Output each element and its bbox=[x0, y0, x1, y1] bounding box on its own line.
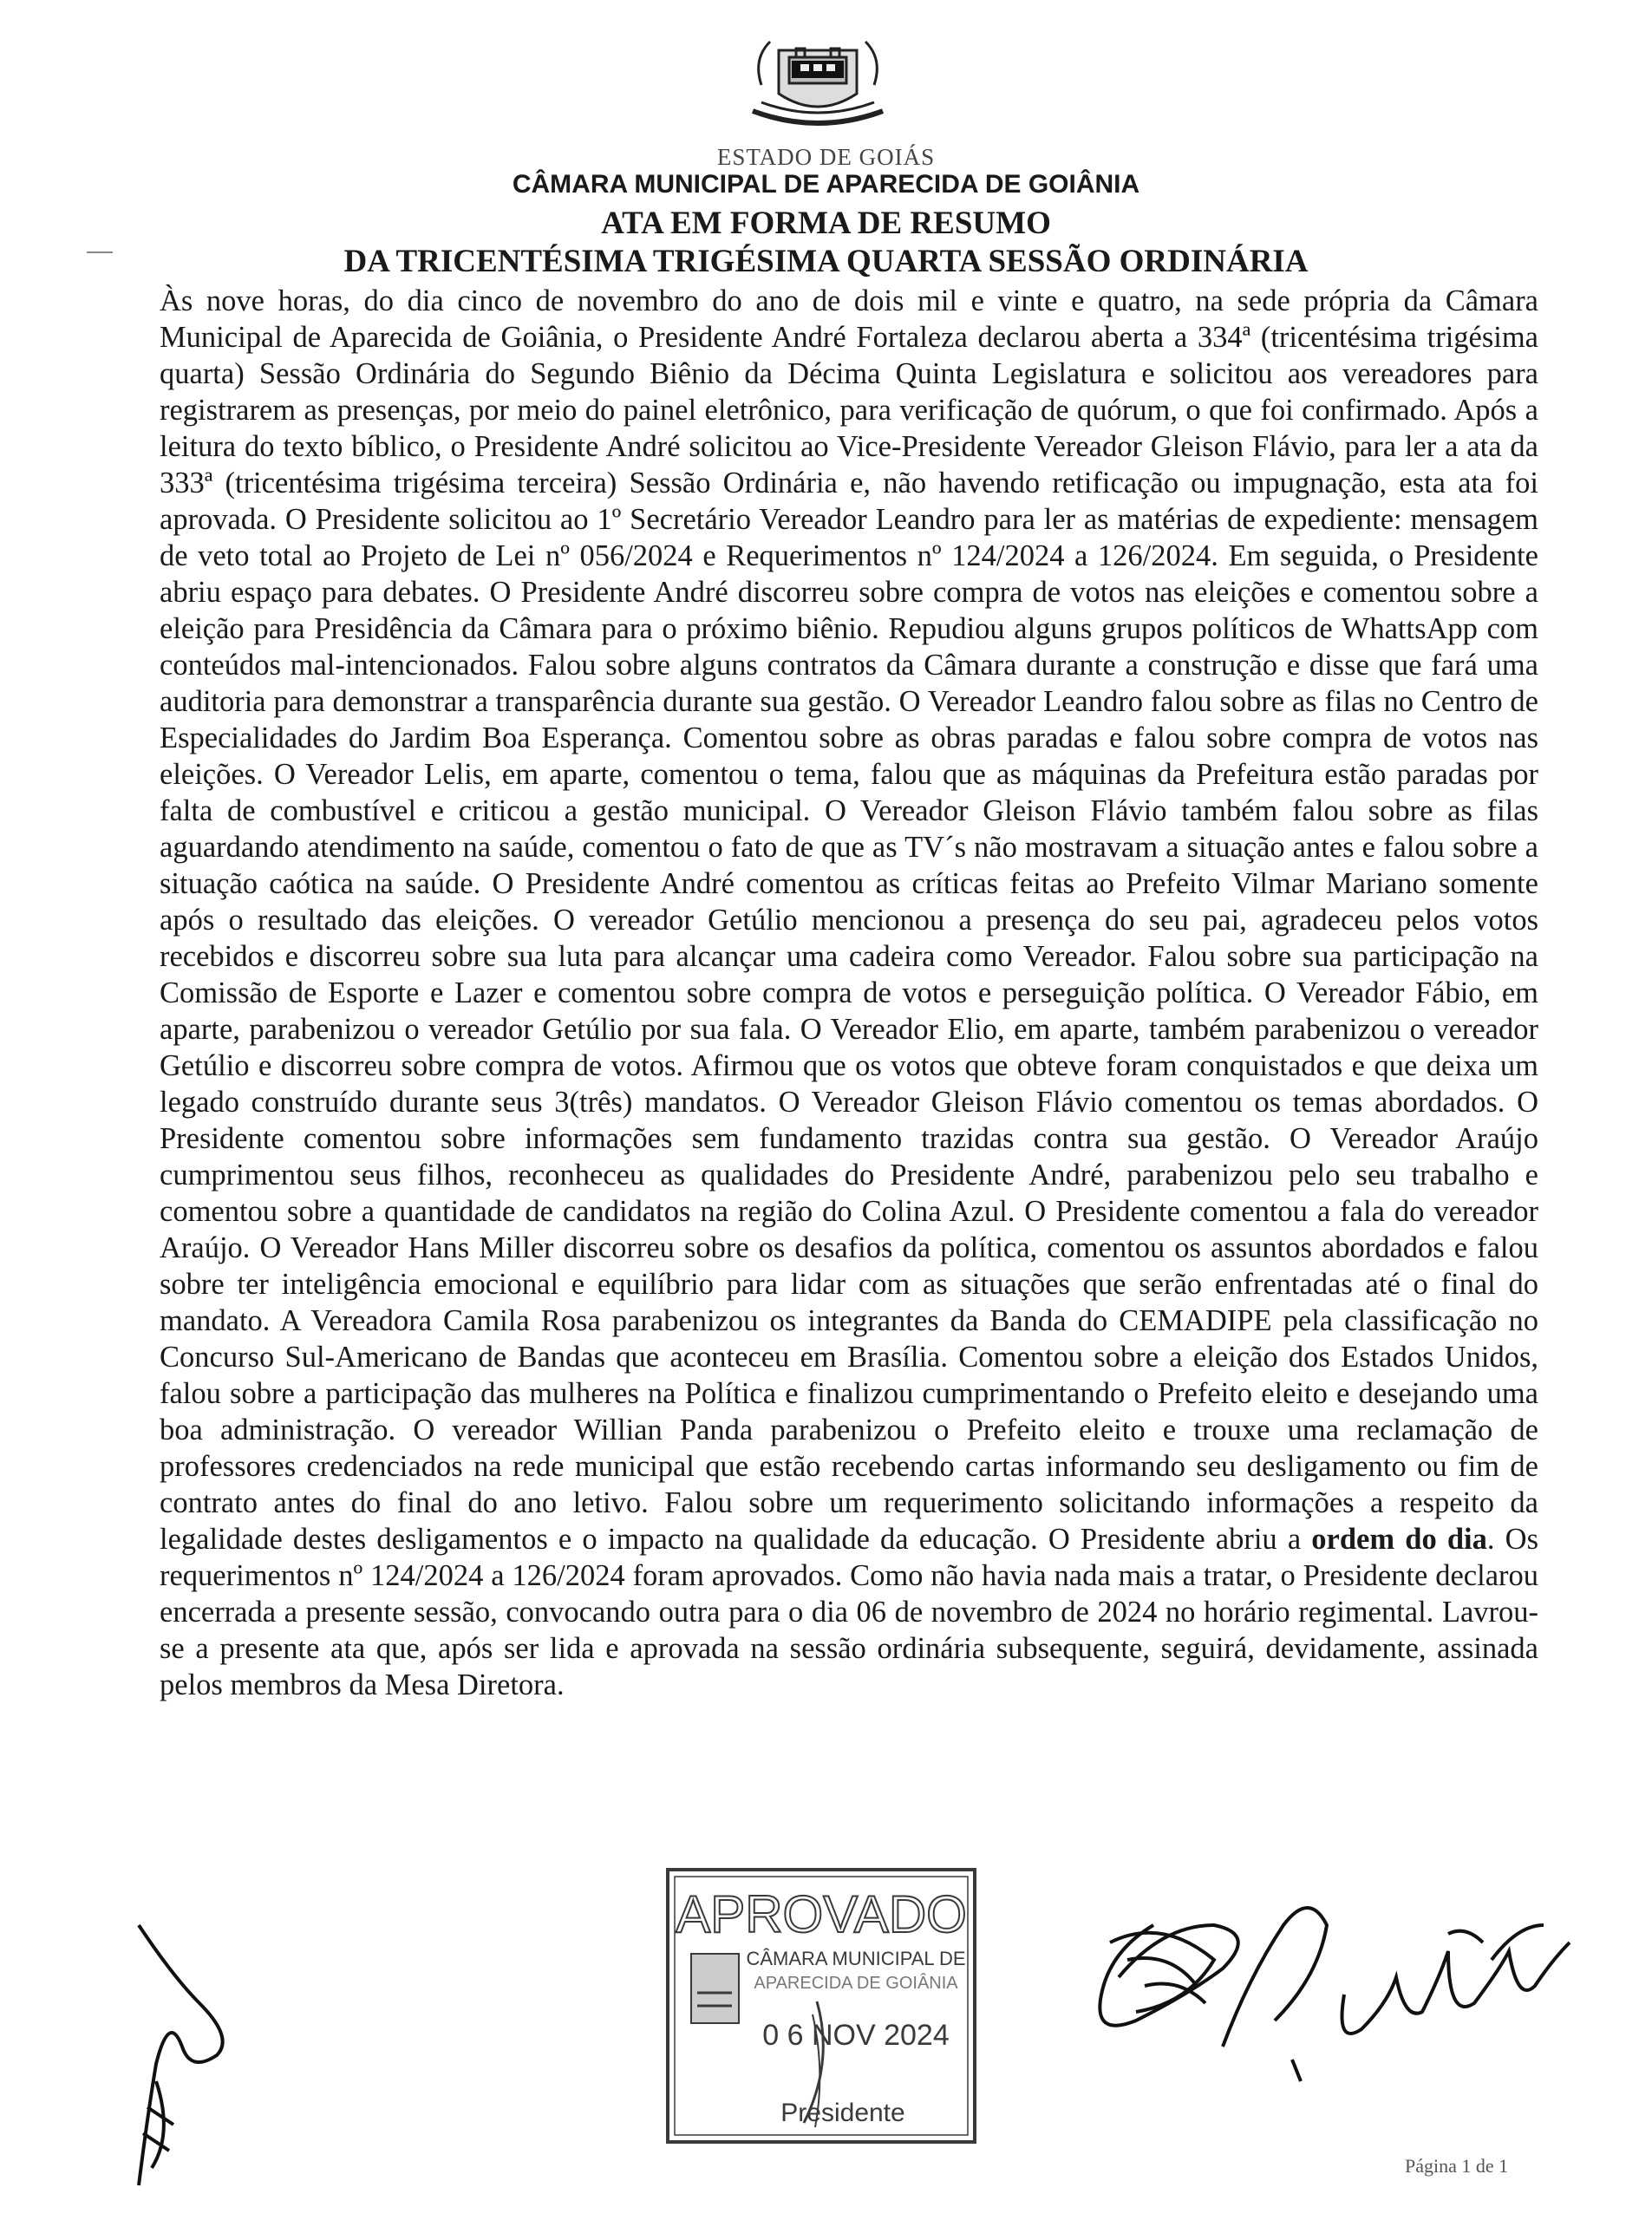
signature-right bbox=[1084, 1873, 1587, 2107]
document-title: ATA EM FORMA DE RESUMO bbox=[601, 206, 1051, 241]
chamber-name: CÂMARA MUNICIPAL DE APARECIDA DE GOIÂNIA bbox=[512, 170, 1140, 199]
stamp-date: 0 6 NOV 2024 bbox=[762, 2019, 950, 2052]
minutes-body bbox=[160, 283, 1538, 1703]
stamp-line2: APARECIDA DE GOIÂNIA bbox=[754, 1974, 958, 1993]
state-name: ESTADO DE GOIÁS bbox=[716, 144, 936, 170]
body-text-part1: Às nove horas, do dia cinco de novembro do ano de dois mil e vinte e quatro, na sede própria da Câmara Municipal de Aparecida de Goiânia, o Presidente André Fortaleza declarou aberta a 334ª (tricentésima trigésima quarta) Sessão Ordinária do Segundo Biênio da Décima Quinta Legislatura e solicitou aos vereadores para registrarem as presenças, por meio do painel eletrônico, para verificação de quórum, o que foi confirmado. Após a leitura do texto bíblico, o Presidente André solicitou ao Vice-Presidente Vereador Gleison Flávio, para ler a ata da 333ª (tricentésima trigésima terceira) Sessão Ordinária e, não havendo retificação ou impugnação, esta ata foi aprovada. O Presidente solicitou ao 1º Secretário Vereador Leandro para ler as matérias de expediente: mensagem de veto total ao Projeto de Lei nº 056/2024 e Requerimentos nº 124/2024 a 126/2024. Em seguida, o Presidente abriu espaço para debates. O Presidente André discorreu sobre compra de votos nas eleições e comentou sobre a eleição para Presidência da Câmara para o próximo biênio. Repudiou alguns grupos políticos de WhattsApp com conteúdos mal-intencionados. Falou sobre alguns contratos da Câmara durante a construção e disse que fará uma auditoria para demonstrar a transparência durante sua gestão. O Vereador Leandro falou sobre as filas no Centro de Especialidades do Jardim Boa Esperança. Comentou sobre as obras paradas e falou sobre compra de votos nas eleições. O Vereador Lelis, em aparte, comentou o tema, falou que as máquinas da Prefeitura estão paradas por falta de combustível e criticou a gestão municipal. O Vereador Gleison Flávio também falou sobre as filas aguardando atendimento na saúde, comentou o fato de que as TV´s não mostravam a situação antes e falou sobre a situação caótica na saúde. O Presidente André comentou as críticas feitas ao Prefeito Vilmar Mariano somente após o resultado das eleições. O vereador Getúlio mencionou a presença do seu pai, agradeceu pelos votos recebidos e discorreu sobre sua luta para alcançar uma cadeira como Vereador. Falou sobre sua participação na Comissão de Esporte e Lazer e comentou sobre compra de votos e perseguição política. O Vereador Fábio, em aparte, parabenizou o vereador Getúlio por sua fala. O Vereador Elio, em aparte, também parabenizou o vereador Getúlio e discorreu sobre compra de votos. Afirmou que os votos que obteve foram conquistados e que deixa um legado construído durante seus 3(três) mandatos. O Vereador Gleison Flávio comentou os temas abordados. O Presidente comentou sobre informações sem fundamento trazidas contra sua gestão. O Vereador Araújo cumprimentou seus filhos, reconheceu as qualidades do Presidente André, parabenizou pelo seu trabalho e comentou sobre a quantidade de candidatos na região do Colina Azul. O Presidente comentou a fala do vereador Araújo. O Vereador Hans Miller discorreu sobre os desafios da política, comentou os assuntos abordados e falou sobre ter inteligência emocional e equilíbrio para lidar com as situações que serão enfrentadas até o final do mandato. A Vereadora Camila Rosa parabenizou os integrantes da Banda do CEMADIPE pela classificação no Concurso Sul-Americano de Bandas que aconteceu em Brasília. Comentou sobre a eleição dos Estados Unidos, falou sobre a participação das mulheres na Política e finalizou cumprimentando o Prefeito eleito e desejando uma boa administração. O vereador Willian Panda parabenizou o Prefeito eleito e trouxe uma reclamação de professores credenciados na rede municipal que estão recebendo cartas informando seu desligamento ou fim de contrato antes do final do ano letivo. Falou sobre um requerimento solicitando informações a respeito da legalidade destes desligamentos e o impacto na qualidade da educação. O Presidente abriu a bbox=[160, 284, 1538, 1556]
approved-stamp bbox=[661, 1863, 982, 2149]
document-subtitle: DA TRICENTÉSIMA TRIGÉSIMA QUARTA SESSÃO ORDINÁRIA bbox=[343, 244, 1309, 279]
margin-mark bbox=[87, 251, 113, 253]
coat-of-arms-icon bbox=[727, 33, 909, 135]
stamp-word: APROVADO bbox=[676, 1885, 967, 1943]
page-number: Página 1 de 1 bbox=[1405, 2155, 1509, 2177]
stamp-role: Presidente bbox=[780, 2099, 905, 2127]
body-bold-phrase: ordem do dia bbox=[1311, 1523, 1487, 1556]
signature-left bbox=[121, 1908, 251, 2194]
stamp-line1: CÂMARA MUNICIPAL DE bbox=[746, 1948, 966, 1969]
body-text-part2: . Os requerimentos nº 124/2024 a 126/2024 foram aprovados. Como não havia nada mais a tratar, o Presidente declarou encerrada a presente sessão, convocando outra para o dia 06 de novembro de 2024 no horário regimental. Lavrou-se a presente ata que, após ser lida e aprovada na sessão ordinária subsequente, seguirá, devidamente, assinada pelos membros da Mesa Diretora. bbox=[160, 1523, 1538, 1701]
